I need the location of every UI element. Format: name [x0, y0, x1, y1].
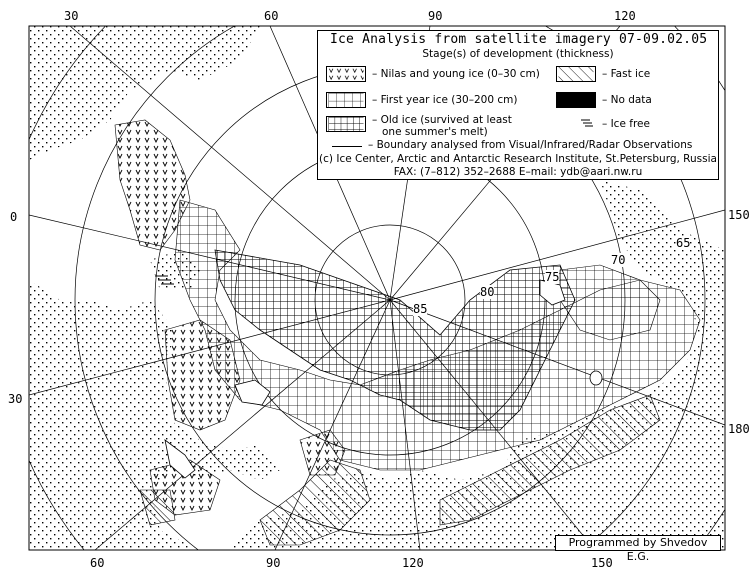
lon-bottom-120: 120 — [402, 556, 424, 570]
lon-right-180: 180 — [728, 422, 750, 436]
lat-label-85: 85 — [413, 302, 428, 316]
programmer-credit: Programmed by Shvedov E.G. — [555, 535, 721, 551]
legend-no-data-label: – No data — [602, 94, 652, 106]
lat-label-65: 65 — [676, 236, 691, 250]
lon-top-120: 120 — [614, 9, 636, 23]
swatch-old-ice — [326, 116, 366, 132]
lon-left-0: 0 — [10, 210, 18, 224]
legend-title: Ice Analysis from satellite imagery 07-09.02.05 — [330, 32, 708, 47]
lon-bottom-150: 150 — [591, 556, 613, 570]
legend-credit: (c) Ice Center, Arctic and Antarctic Research Institute, St.Petersburg, Russia — [319, 153, 717, 165]
lat-label-75: 75 — [545, 270, 560, 284]
legend-old-ice-label-1: – Old ice (survived at least — [372, 114, 512, 126]
lon-top-60: 60 — [264, 9, 279, 23]
lon-bottom-90: 90 — [266, 556, 281, 570]
legend-first-year-label: – First year ice (30–200 cm) — [372, 94, 518, 106]
legend-contact: FAX: (7–812) 352–2688 E–mail: ydb@aari.nw.ru — [393, 166, 643, 178]
lon-top-30: 30 — [64, 9, 79, 23]
lon-top-90: 90 — [428, 9, 443, 23]
swatch-ice-free — [580, 117, 594, 129]
lat-label-80: 80 — [480, 285, 495, 299]
lon-left-30: 30 — [8, 392, 23, 406]
legend-old-ice-label-2: one summer's melt) — [382, 126, 488, 138]
lon-right-150: 150 — [728, 208, 750, 222]
legend-fast-ice-label: – Fast ice — [602, 68, 651, 80]
lat-label-70: 70 — [611, 253, 626, 267]
legend-subtitle: Stage(s) of development (thickness) — [422, 48, 614, 60]
swatch-first-year — [326, 92, 366, 108]
legend-nilas-label: – Nilas and young ice (0–30 cm) — [372, 68, 540, 80]
boundary-line-sample — [332, 146, 362, 147]
lon-bottom-60: 60 — [90, 556, 105, 570]
swatch-no-data — [556, 92, 596, 108]
legend-ice-free-label: – Ice free — [602, 118, 650, 130]
swatch-nilas — [326, 66, 366, 82]
legend-box — [317, 30, 719, 180]
swatch-fast-ice — [556, 66, 596, 82]
legend-boundary-label: – Boundary analysed from Visual/Infrared/Radar Observations — [368, 139, 693, 151]
